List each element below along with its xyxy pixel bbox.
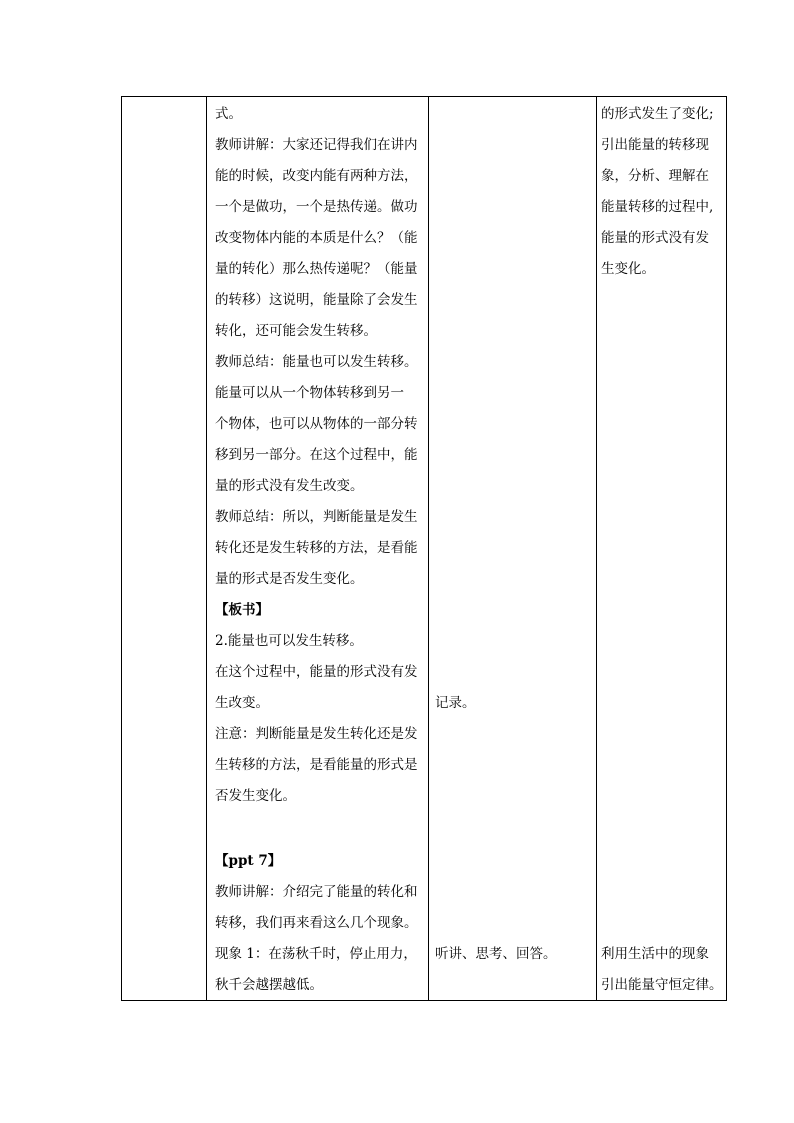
table-text-line: 生转移的方法，是看能量的形式是 — [215, 757, 418, 773]
table-text-line: 一个是做功，一个是热传递。做功 — [215, 199, 418, 215]
table-text-line: 能的时候，改变内能有两种方法， — [215, 168, 418, 184]
table-text-line: 能量的形式没有发 — [601, 230, 709, 246]
table-text-line: 移到另一部分。在这个过程中，能 — [215, 447, 418, 463]
table-text-line: 转化还是发生转移的方法，是看能 — [215, 540, 418, 556]
table-text-line: 转移，我们再来看这么几个现象。 — [215, 915, 418, 931]
table-text-line: 教师讲解：介绍完了能量的转化和 — [215, 884, 418, 900]
table-text-line: 量的转化）那么热传递呢？（能量 — [215, 261, 418, 277]
table-text-line: 生变化。 — [601, 261, 655, 277]
table-column-student-activity — [429, 97, 597, 1000]
table-column-design-intent — [597, 97, 726, 1000]
table-text-line: 利用生活中的现象 — [601, 946, 709, 962]
table-text-line: 听讲、思考、回答。 — [435, 946, 557, 962]
board-writing-heading: 【板书】 — [215, 602, 269, 618]
table-text-line: 的转移）这说明，能量除了会发生 — [215, 292, 418, 308]
table-text-line: 否发生变化。 — [215, 788, 296, 804]
table-text-line: 量的形式是否发生变化。 — [215, 571, 364, 587]
table-text-line: 转化，还可能会发生转移。 — [215, 323, 377, 339]
table-text-line: 的形式发生了变化; — [601, 106, 714, 122]
table-text-line: 式。 — [215, 106, 242, 122]
table-text-line: 引出能量守恒定律。 — [601, 977, 723, 993]
table-text-line: 注意：判断能量是发生转化还是发 — [215, 726, 418, 742]
table-text-line: 能量转移的过程中, — [601, 199, 714, 215]
table-text-line: 引出能量的转移现 — [601, 137, 709, 153]
table-column-empty — [122, 97, 207, 1000]
table-text-line: 2.能量也可以发生转移。 — [215, 633, 363, 649]
table-text-line: 个物体，也可以从物体的一部分转 — [215, 416, 418, 432]
table-text-line: 在这个过程中，能量的形式没有发 — [215, 664, 418, 680]
table-text-line: 现象 1：在荡秋千时，停止用力， — [215, 946, 417, 962]
table-text-line: 生改变。 — [215, 695, 269, 711]
table-text-line: 教师讲解：大家还记得我们在讲内 — [215, 137, 418, 153]
ppt-heading: 【ppt 7】 — [215, 853, 282, 869]
table-text-line: 量的形式没有发生改变。 — [215, 478, 364, 494]
lesson-plan-table — [121, 96, 727, 1001]
table-text-line: 记录。 — [435, 695, 476, 711]
table-text-line: 改变物体内能的本质是什么？（能 — [215, 230, 418, 246]
table-text-line: 秋千会越摆越低。 — [215, 977, 323, 993]
table-column-teacher-activity — [207, 97, 429, 1000]
table-text-line: 教师总结：所以，判断能量是发生 — [215, 509, 418, 525]
table-text-line: 能量可以从一个物体转移到另一 — [215, 385, 404, 401]
table-text-line: 象，分析、理解在 — [601, 168, 709, 184]
table-text-line: 教师总结：能量也可以发生转移。 — [215, 354, 418, 370]
